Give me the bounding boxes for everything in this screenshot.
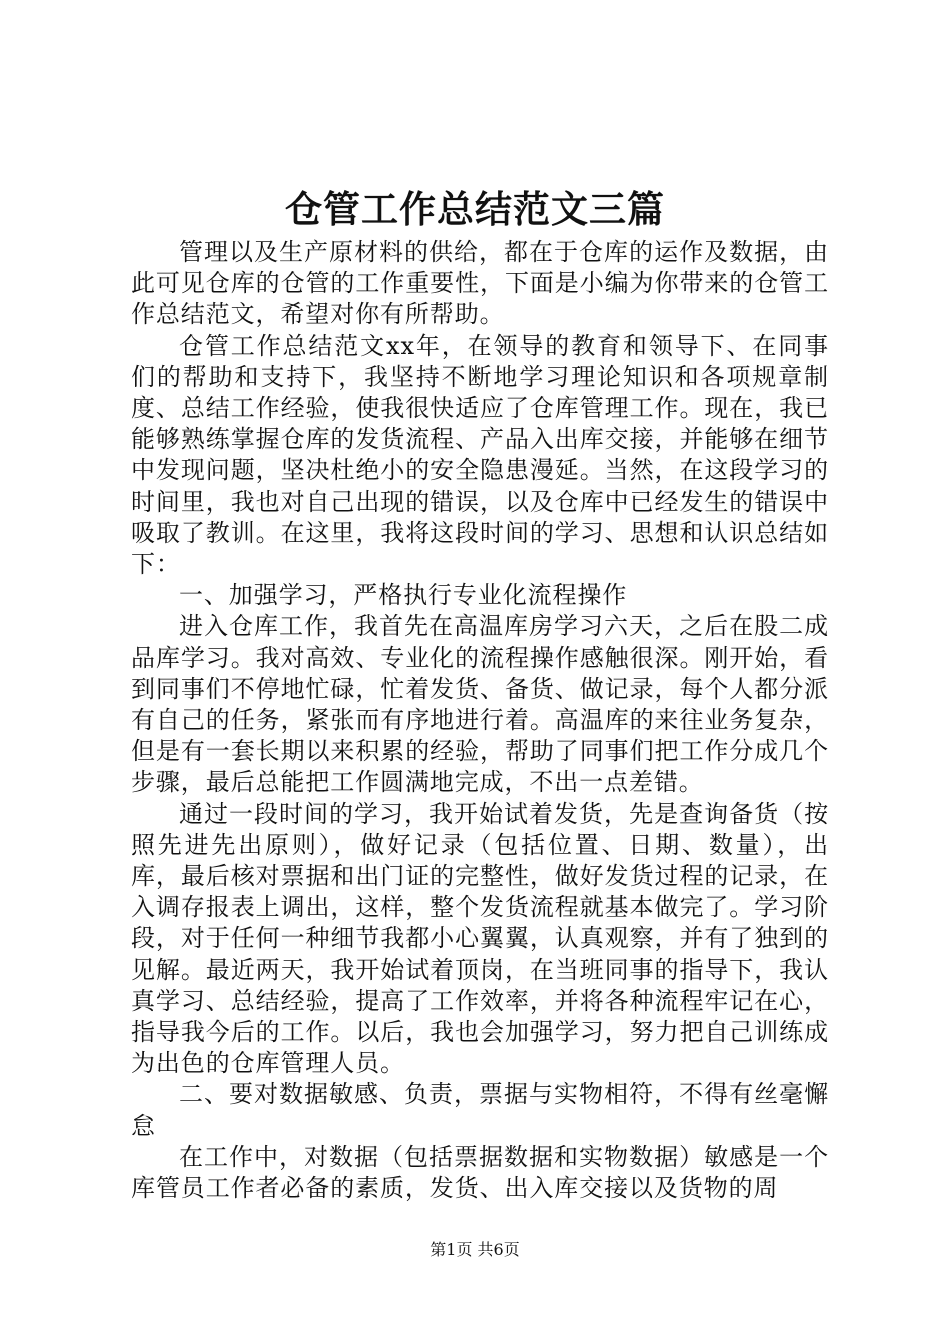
paragraph-intro: 管理以及生产原材料的供给，都在于仓库的运作及数据，由此可见仓库的仓管的工作重要性，下面是小编为你带来的仓管工作总结范文，希望对你有所帮助。 [131,238,829,329]
paragraph-section-2a: 在工作中，对数据（包括票据数据和实物数据）敏感是一个库管员工作者必备的素质，发货、出入库交接以及货物的周 [131,1142,829,1203]
document-title: 仓管工作总结范文三篇 [285,187,665,231]
page-number-footer: 第1页 共6页 [430,1240,520,1259]
section-heading-1: 一、加强学习，严格执行专业化流程操作 [179,581,628,610]
paragraph-section-1a: 进入仓库工作，我首先在高温库房学习六天，之后在股二成品库学习。我对高效、专业化的流程操作感触很深。刚开始，看到同事们不停地忙碌，忙着发货、备货、做记录，每个人都分派有自己的任务，紧张而有序地进行着。高温库的来往业务复杂，但是有一套长期以来积累的经验，帮助了同事们把工作分成几个步骤，最后总能把工作圆满地完成，不出一点差错。 [131,612,829,797]
document-body [131,237,829,1204]
paragraph-section-1b: 通过一段时间的学习，我开始试着发货，先是查询备货（按照先进先出原则），做好记录（包括位置、日期、数量），出库，最后核对票据和出门证的完整性，做好发货过程的记录，在入调存报表上调出，这样，整个发货流程就基本做完了。学习阶段，对于任何一种细节我都小心翼翼，认真观察，并有了独到的见解。最近两天，我开始试着顶岗，在当班同事的指导下，我认真学习、总结经验，提高了工作效率，并将各种流程牢记在心，指导我今后的工作。以后，我也会加强学习，努力把自己训练成为出色的仓库管理人员。 [131,799,829,1078]
section-heading-2: 二、要对数据敏感、负责，票据与实物相符，不得有丝毫懈怠 [131,1080,829,1140]
paragraph-summary: 仓管工作总结范文xx年，在领导的教育和领导下、在同事们的帮助和支持下，我坚持不断地学习理论知识和各项规章制度、总结工作经验，使我很快适应了仓库管理工作。现在，我已能够熟练掌握仓库的发货流程、产品入出库交接，并能够在细节中发现问题，坚决杜绝小的安全隐患漫延。当然，在这段学习的时间里，我也对自己出现的错误，以及仓库中已经发生的错误中吸取了教训。在这里，我将这段时间的学习、思想和认识总结如下： [131,331,829,579]
